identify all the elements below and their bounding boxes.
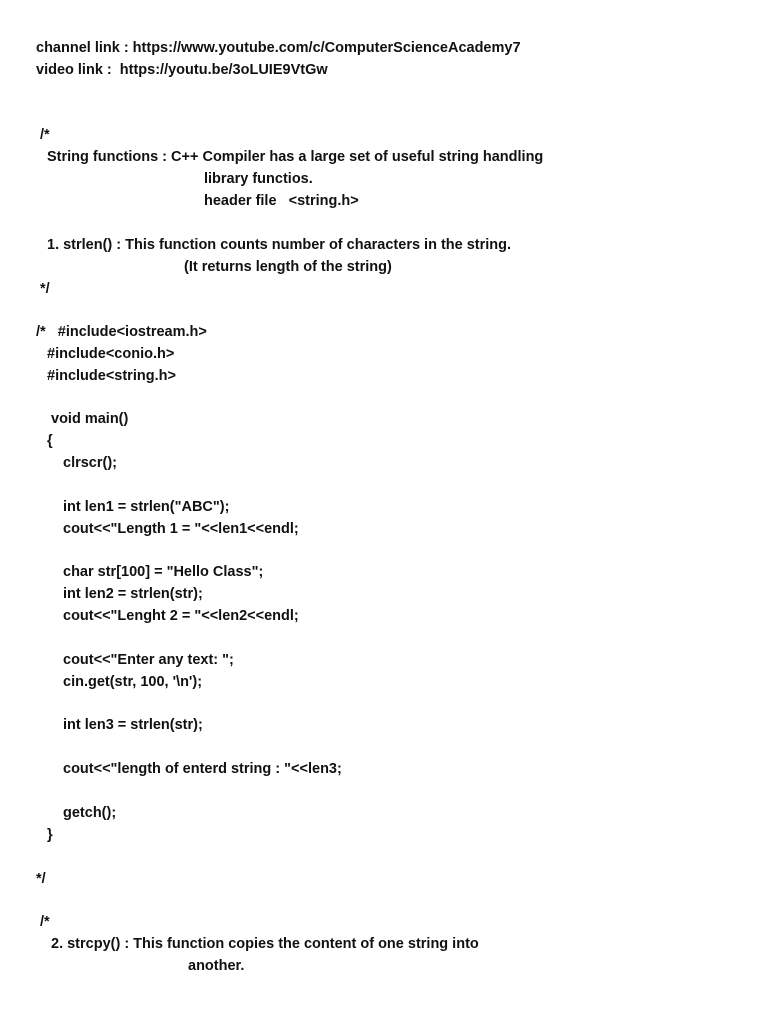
code-line: #include<conio.h> [47, 346, 175, 362]
comment-open: /* [40, 914, 50, 930]
code-line: /* #include<iostream.h> [36, 324, 207, 340]
code-line: #include<string.h> [47, 368, 176, 384]
code-line: void main() [51, 411, 129, 427]
code-line: cout<<"Length 1 = "<<len1<<endl; [63, 521, 299, 537]
text-line: String functions : C++ Compiler has a large set of useful string handling [47, 149, 544, 165]
code-line: cin.get(str, 100, '\n'); [63, 674, 203, 690]
code-line: cout<<"Lenght 2 = "<<len2<<endl; [63, 608, 299, 624]
text-line: 1. strlen() : This function counts number of characters in the string. [47, 237, 512, 253]
text-line: library functios. [204, 171, 313, 187]
text-line: header file <string.h> [204, 193, 359, 209]
video-link-text: video link : https://youtu.be/3oLUIE9VtGw [36, 62, 328, 78]
text-line: another. [188, 958, 245, 974]
channel-link-text: channel link : https://www.youtube.com/c/ComputerScienceAcademy7 [36, 40, 521, 56]
code-line: int len1 = strlen("ABC"); [63, 499, 230, 515]
code-line: getch(); [63, 805, 117, 821]
comment-close: */ [40, 281, 50, 297]
code-line: int len2 = strlen(str); [63, 586, 203, 602]
code-line: int len3 = strlen(str); [63, 717, 203, 733]
code-line: cout<<"length of enterd string : "<<len3; [63, 761, 342, 777]
comment-open: /* [40, 127, 50, 143]
code-line: char str[100] = "Hello Class"; [63, 564, 264, 580]
code-line: clrscr(); [63, 455, 117, 471]
text-line: 2. strcpy() : This function copies the content of one string into [51, 936, 479, 952]
comment-close: */ [36, 871, 46, 887]
code-line: cout<<"Enter any text: "; [63, 652, 234, 668]
code-line: { [47, 433, 53, 449]
code-line: } [47, 827, 53, 843]
text-line: (It returns length of the string) [184, 259, 392, 275]
